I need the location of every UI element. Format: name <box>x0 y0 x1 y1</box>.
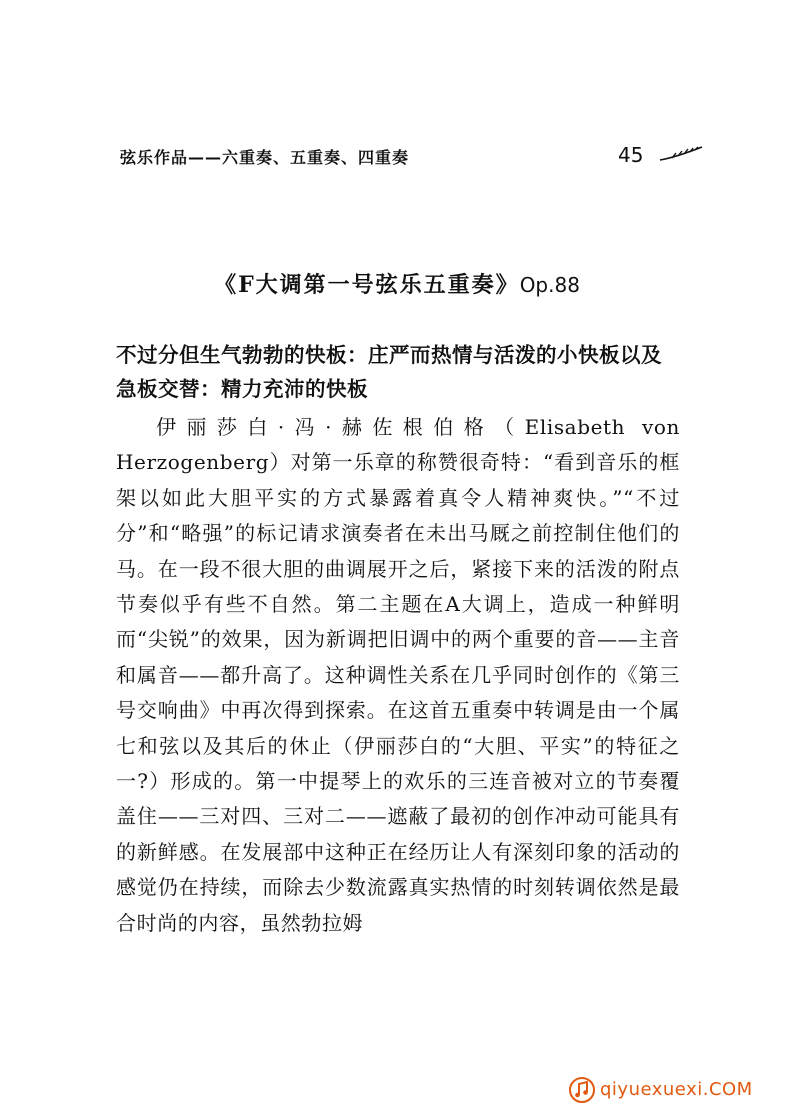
opus-number: Op.88 <box>519 273 580 297</box>
body-text <box>116 410 680 941</box>
running-header <box>120 143 650 169</box>
music-note-logo-icon <box>568 1076 596 1109</box>
running-header-section-title: 弦乐作品——六重奏、五重奏、四重奏 <box>120 148 410 167</box>
page-number: 45 <box>618 143 644 167</box>
work-title <box>0 268 794 299</box>
site-watermark <box>568 1076 790 1106</box>
quill-flourish-icon <box>658 146 704 166</box>
watermark-text: qiyuexuexi.COM <box>600 1079 753 1100</box>
work-title-text: 《F大调第一号弦乐五重奏》 <box>214 272 520 298</box>
body-paragraph: 伊丽莎白·冯·赫佐根伯格（Elisabeth von Herzogenberg）对第一乐章的称赞很奇特：“看到音乐的框架以如此大胆平实的方式暴露着真令人精神爽快。”“不过分”和“略强”的标记请求演奏者在未出马厩之前控制住他们的马。在一段不很大胆的曲调展开之后，紧接下来的活泼的附点节奏似乎有些不自然。第二主题在A大调上，造成一种鲜明而“尖锐”的效果，因为新调把旧调中的两个重要的音——主音和属音——都升高了。这种调性关系在几乎同时创作的《第三号交响曲》中再次得到探索。在这首五重奏中转调是由一个属七和弦以及其后的休止（伊丽莎白的“大胆、平实”的特征之一?）形成的。第一中提琴上的欢乐的三连音被对立的节奏覆盖住——三对四、三对二——遮蔽了最初的创作冲动可能具有的新鲜感。在发展部中这种正在经历让人有深刻印象的活动的感觉仍在持续，而除去少数流露真实热情的时刻转调依然是最合时尚的内容，虽然勃拉姆 <box>116 415 680 935</box>
movement-heading: 不过分但生气勃勃的快板：庄严而热情与活泼的小快板以及急板交替：精力充沛的快板 <box>116 343 662 401</box>
